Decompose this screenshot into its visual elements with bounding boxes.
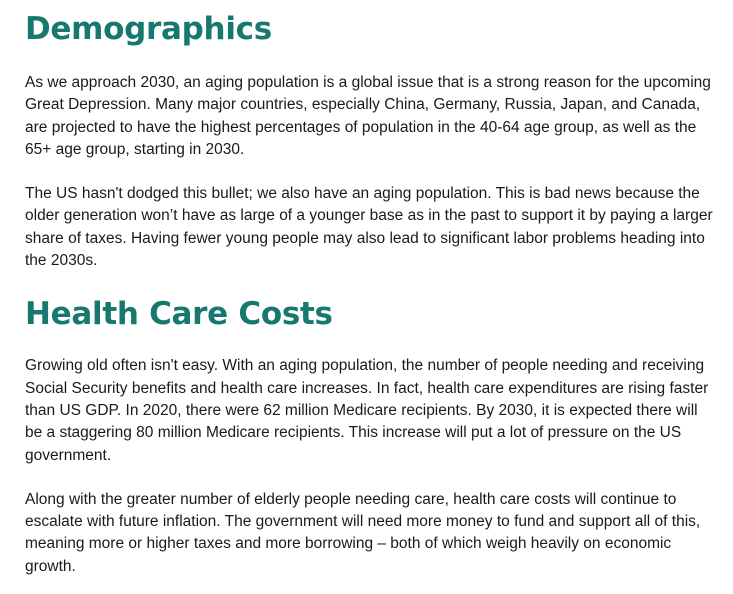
paragraph-health-care-1: Growing old often isn't easy. With an aging population, the number of people needing and receiving Social Security benefits and health care increases. In fact, health care expenditures are rising faster than US GDP. In 2020, there were 62 million Medicare recipients. By 2030, it is expected there will be a staggering 80 million Medicare recipients. This increase will put a lot of pressure on the US government. xyxy=(25,357,709,464)
article-content xyxy=(25,0,715,578)
paragraph-demographics-1: As we approach 2030, an aging population is a global issue that is a strong reason for the upcoming Great Depression. Many major countries, especially China, Germany, Russia, Japan, and Canada, are projected to have the highest percentages of population in the 40-64 age group, as well as the 65+ age group, starting in 2030. xyxy=(25,74,711,158)
paragraph-demographics-2: The US hasn't dodged this bullet; we also have an aging population. This is bad news because the older generation won’t have as large of a younger base as in the past to support it by paying a larger share of taxes. Having fewer young people may also lead to significant labor problems heading into the 2030s. xyxy=(25,185,713,270)
section-heading-demographics: Demographics xyxy=(25,11,272,47)
section-heading-health-care-costs: Health Care Costs xyxy=(25,296,333,333)
paragraph-health-care-2: Along with the greater number of elderly people needing care, health care costs will continue to escalate with future inflation. The government will need more money to fund and support all of this, meaning more or higher taxes and more borrowing – both of which weigh heavily on economic growth. xyxy=(25,490,701,575)
